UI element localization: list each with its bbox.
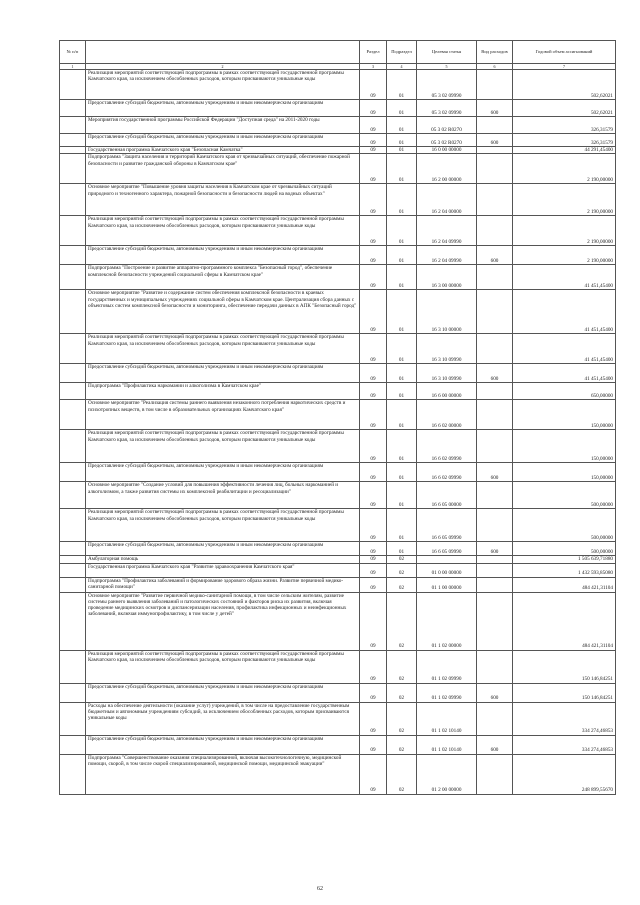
cell-razdel: 09 xyxy=(360,100,387,117)
cell-vid: 600 xyxy=(477,246,513,265)
cell-name: Предоставление субсидий бюджетным, автономным учреждениям и иным некоммерческим организациям xyxy=(86,100,360,117)
cell-vid xyxy=(477,592,513,650)
header-name xyxy=(86,41,360,64)
index-2: 2 xyxy=(86,64,360,70)
cell-name: Основное мероприятие "Реализация системы раннего выявления незаконного потребления наркотических средств и психотропных веществ, в том числе в образовательных организациях Камчатского края" xyxy=(86,400,360,430)
table-row xyxy=(60,650,616,683)
cell-razdel: 09 xyxy=(360,383,387,400)
cell-name: Мероприятия государственной программы Российской Федерации "Доступная среда" на 2011-2020 годы xyxy=(86,117,360,134)
header-num: № п/п xyxy=(60,41,86,64)
cell-podrazdel: 02 xyxy=(387,754,417,794)
cell-name: Предоставление субсидий бюджетным, автономным учреждениям и иным некоммерческим организациям xyxy=(86,463,360,482)
cell-name: Предоставление субсидий бюджетным, автономным учреждениям и иным некоммерческим организациям xyxy=(86,542,360,556)
cell-vid: 600 xyxy=(477,463,513,482)
cell-name: Подпрограмма "Защита населения и территорий Камчатского края от чрезвычайных ситуаций, обеспечение пожарной безопасности и развитие гражданской обороны в Камчатском крае" xyxy=(86,154,360,184)
cell-num xyxy=(60,100,86,117)
header-summa: Годовой объем ассигнований xyxy=(513,41,616,64)
cell-vid xyxy=(477,430,513,463)
cell-razdel: 09 xyxy=(360,265,387,290)
cell-vid xyxy=(477,290,513,334)
table-row xyxy=(60,482,616,509)
index-6: 6 xyxy=(477,64,513,70)
cell-num xyxy=(60,70,86,100)
cell-podrazdel: 02 xyxy=(387,702,417,735)
cell-podrazdel: 01 xyxy=(387,147,417,154)
cell-summa: 150,00000 xyxy=(513,463,616,482)
table-row xyxy=(60,265,616,290)
cell-summa: 650,00000 xyxy=(513,383,616,400)
cell-podrazdel: 01 xyxy=(387,216,417,246)
header-razdel: Раздел xyxy=(360,41,387,64)
table-row xyxy=(60,364,616,383)
header-podrazdel: Подраздел xyxy=(387,41,417,64)
cell-num xyxy=(60,154,86,184)
cell-celevaya: 01 0 00 00000 xyxy=(417,563,477,577)
cell-name: Подпрограмма "Профилактика наркомании и алкоголизма в Камчатском крае" xyxy=(86,383,360,400)
cell-celevaya: 16 2 04 09990 xyxy=(417,246,477,265)
cell-celevaya: 01 1 02 10140 xyxy=(417,702,477,735)
cell-razdel: 09 xyxy=(360,147,387,154)
cell-name: Предоставление субсидий бюджетным, автономным учреждениям и иным некоммерческим организациям xyxy=(86,683,360,702)
table-row xyxy=(60,117,616,134)
cell-razdel: 09 xyxy=(360,683,387,702)
table-row xyxy=(60,683,616,702)
cell-num xyxy=(60,482,86,509)
cell-celevaya: 05 3 02 09990 xyxy=(417,70,477,100)
cell-podrazdel: 01 xyxy=(387,364,417,383)
cell-summa: 502,62021 xyxy=(513,100,616,117)
cell-celevaya: 16 3 00 00000 xyxy=(417,265,477,290)
index-7: 7 xyxy=(513,64,616,70)
table-header-row xyxy=(60,41,616,64)
cell-summa: 41 451,45400 xyxy=(513,334,616,364)
cell-podrazdel: 02 xyxy=(387,563,417,577)
cell-razdel: 09 xyxy=(360,70,387,100)
cell-summa: 150 146,84251 xyxy=(513,650,616,683)
cell-celevaya: 16 2 04 00000 xyxy=(417,184,477,216)
cell-celevaya: 16 6 05 00000 xyxy=(417,482,477,509)
cell-num xyxy=(60,542,86,556)
cell-name: Государственная программа Камчатского края "Безопасная Камчатка" xyxy=(86,147,360,154)
table-row xyxy=(60,577,616,592)
cell-podrazdel: 01 xyxy=(387,383,417,400)
cell-vid xyxy=(477,482,513,509)
cell-num xyxy=(60,246,86,265)
cell-vid xyxy=(477,117,513,134)
cell-num xyxy=(60,754,86,794)
cell-vid xyxy=(477,577,513,592)
table-row xyxy=(60,147,616,154)
cell-vid: 600 xyxy=(477,683,513,702)
table-row xyxy=(60,154,616,184)
cell-name: Подпрограмма "Профилактика заболеваний и формирование здорового образа жизни. Развитие первичной медико-санитарной помощи" xyxy=(86,577,360,592)
cell-razdel: 09 xyxy=(360,577,387,592)
cell-vid xyxy=(477,265,513,290)
cell-vid xyxy=(477,184,513,216)
cell-num xyxy=(60,556,86,563)
cell-summa: 1 505 639,71880 xyxy=(513,556,616,563)
cell-podrazdel: 01 xyxy=(387,400,417,430)
cell-num xyxy=(60,134,86,147)
table-row xyxy=(60,400,616,430)
cell-podrazdel: 01 xyxy=(387,290,417,334)
cell-name: Предоставление субсидий бюджетным, автономным учреждениям и иным некоммерческим организациям xyxy=(86,134,360,147)
page-number: 62 xyxy=(317,886,323,892)
cell-razdel: 09 xyxy=(360,702,387,735)
cell-vid xyxy=(477,70,513,100)
table-row xyxy=(60,509,616,542)
cell-podrazdel: 01 xyxy=(387,430,417,463)
cell-num xyxy=(60,265,86,290)
cell-celevaya: 05 3 02 09990 xyxy=(417,100,477,117)
cell-name: Реализация мероприятий соответствующей подпрограммы в рамках соответствующей государственной программы Камчатского края, за исключением обособленных расходов, которым присваиваются уникальные коды xyxy=(86,334,360,364)
cell-vid xyxy=(477,650,513,683)
cell-razdel: 09 xyxy=(360,430,387,463)
cell-num xyxy=(60,702,86,735)
cell-celevaya: 16 6 02 09990 xyxy=(417,463,477,482)
cell-podrazdel: 01 xyxy=(387,482,417,509)
cell-num xyxy=(60,117,86,134)
table-row xyxy=(60,563,616,577)
cell-num xyxy=(60,683,86,702)
table-row xyxy=(60,542,616,556)
cell-summa: 150,00000 xyxy=(513,430,616,463)
cell-name: Государственная программа Камчатского края "Развитие здравоохранения Камчатского края" xyxy=(86,563,360,577)
cell-celevaya: 16 6 02 09990 xyxy=(417,430,477,463)
cell-podrazdel: 01 xyxy=(387,509,417,542)
index-4: 4 xyxy=(387,64,417,70)
cell-summa: 41 451,45400 xyxy=(513,364,616,383)
cell-celevaya: 05 3 02 R0270 xyxy=(417,117,477,134)
table-row xyxy=(60,463,616,482)
cell-podrazdel: 01 xyxy=(387,154,417,184)
cell-vid xyxy=(477,383,513,400)
cell-vid xyxy=(477,509,513,542)
cell-summa: 150,00000 xyxy=(513,400,616,430)
cell-vid xyxy=(477,702,513,735)
cell-summa: 500,00000 xyxy=(513,509,616,542)
cell-summa: 326,31579 xyxy=(513,134,616,147)
cell-num xyxy=(60,592,86,650)
cell-num xyxy=(60,364,86,383)
cell-name: Основное мероприятие "Создание условий для повышения эффективности лечения лиц, больных наркоманией и алкоголизмом, а также развития системы их комплексной реабилитации и ресоциализации" xyxy=(86,482,360,509)
cell-celevaya: 16 3 10 09990 xyxy=(417,334,477,364)
cell-vid xyxy=(477,216,513,246)
cell-num xyxy=(60,184,86,216)
cell-podrazdel: 02 xyxy=(387,592,417,650)
cell-razdel: 09 xyxy=(360,184,387,216)
cell-celevaya: 16 6 00 00000 xyxy=(417,383,477,400)
cell-razdel: 09 xyxy=(360,509,387,542)
cell-name: Реализация мероприятий соответствующей подпрограммы в рамках соответствующей государственной программы Камчатского края, за исключением обособленных расходов, которым присваиваются уникальные коды xyxy=(86,70,360,100)
index-5: 5 xyxy=(417,64,477,70)
table-row xyxy=(60,246,616,265)
cell-num xyxy=(60,509,86,542)
cell-name: Подпрограмма "Построение и развитие аппаратно-программного комплекса "Безопасный город", обеспечение комплексной безопасности учреждений социальной сферы в Камчатском крае" xyxy=(86,265,360,290)
cell-summa: 41 451,45400 xyxy=(513,290,616,334)
cell-celevaya: 16 6 02 00000 xyxy=(417,400,477,430)
cell-vid xyxy=(477,147,513,154)
cell-podrazdel: 01 xyxy=(387,334,417,364)
cell-podrazdel: 02 xyxy=(387,683,417,702)
cell-summa: 500,00000 xyxy=(513,482,616,509)
cell-name: Основное мероприятие "Повышение уровня защиты населения в Камчатском крае от чрезвычайных ситуаций природного и техногенного характера, пожарной безопасности и безопасности людей на водных объектах" xyxy=(86,184,360,216)
cell-num xyxy=(60,147,86,154)
cell-celevaya: 16 3 10 09990 xyxy=(417,364,477,383)
cell-celevaya: 01 1 02 09990 xyxy=(417,683,477,702)
cell-celevaya: 05 3 02 R0270 xyxy=(417,134,477,147)
cell-name: Предоставление субсидий бюджетным, автономным учреждениям и иным некоммерческим организациям xyxy=(86,735,360,754)
header-vid: Вид расходов xyxy=(477,41,513,64)
cell-razdel: 09 xyxy=(360,216,387,246)
cell-vid xyxy=(477,556,513,563)
cell-podrazdel: 01 xyxy=(387,265,417,290)
cell-vid xyxy=(477,334,513,364)
cell-summa: 248 899,55670 xyxy=(513,754,616,794)
cell-celevaya: 16 0 00 00000 xyxy=(417,147,477,154)
cell-num xyxy=(60,290,86,334)
cell-razdel: 09 xyxy=(360,290,387,334)
cell-name: Предоставление субсидий бюджетным, автономным учреждениям и иным некоммерческим организациям xyxy=(86,364,360,383)
cell-vid xyxy=(477,754,513,794)
table-row xyxy=(60,216,616,246)
cell-podrazdel: 01 xyxy=(387,70,417,100)
cell-podrazdel: 01 xyxy=(387,100,417,117)
budget-table-sheet xyxy=(59,40,615,795)
cell-podrazdel: 01 xyxy=(387,463,417,482)
cell-num xyxy=(60,463,86,482)
table-row xyxy=(60,556,616,563)
cell-name: Амбулаторная помощь xyxy=(86,556,360,563)
cell-celevaya: 16 6 05 09990 xyxy=(417,542,477,556)
cell-summa: 150 146,84251 xyxy=(513,683,616,702)
cell-podrazdel: 02 xyxy=(387,650,417,683)
cell-razdel: 09 xyxy=(360,134,387,147)
cell-name: Основное мероприятие "Развитие первичной медико-санитарной помощи, в том числе сельским жителям, развитие системы раннего выявления заболеваний и патологических состояний и факторов риска их развития, включая проведение медицинских осмотров и диспансеризации населения, профилактика инфекционных и неинфекционных заболеваний, включая иммунопрофилактику, в том числе у детей" xyxy=(86,592,360,650)
cell-podrazdel: 01 xyxy=(387,246,417,265)
cell-razdel: 09 xyxy=(360,334,387,364)
table-row xyxy=(60,735,616,754)
index-1: 1 xyxy=(60,64,86,70)
cell-celevaya: 01 1 00 00000 xyxy=(417,577,477,592)
cell-podrazdel: 02 xyxy=(387,556,417,563)
table-row xyxy=(60,100,616,117)
table-row xyxy=(60,334,616,364)
cell-celevaya: 16 2 00 00000 xyxy=(417,154,477,184)
cell-name: Подпрограмма "Совершенствование оказания специализированной, включая высокотехнологичную, медицинской помощи, скорой, в том числе скорой специализированной, медицинской помощи, медицинской эвакуации" xyxy=(86,754,360,794)
cell-summa: 2 190,00000 xyxy=(513,246,616,265)
cell-razdel: 09 xyxy=(360,400,387,430)
cell-razdel: 09 xyxy=(360,117,387,134)
cell-summa: 2 190,00000 xyxy=(513,184,616,216)
table-body xyxy=(60,70,616,795)
cell-vid: 600 xyxy=(477,134,513,147)
cell-razdel: 09 xyxy=(360,563,387,577)
cell-summa: 44 291,45400 xyxy=(513,147,616,154)
cell-name: Расходы на обеспечение деятельности (оказание услуг) учреждений, в том числе на предоставление государственным бюджетным и автономным учреждениям субсидий, за исключением обособленных расходов, которым присваиваются уникальные коды xyxy=(86,702,360,735)
table-row xyxy=(60,70,616,100)
cell-summa: 502,62021 xyxy=(513,70,616,100)
cell-summa: 41 451,45400 xyxy=(513,265,616,290)
cell-vid: 600 xyxy=(477,100,513,117)
cell-razdel: 09 xyxy=(360,592,387,650)
cell-podrazdel: 01 xyxy=(387,542,417,556)
cell-podrazdel: 01 xyxy=(387,184,417,216)
cell-razdel: 09 xyxy=(360,463,387,482)
cell-num xyxy=(60,650,86,683)
cell-name: Предоставление субсидий бюджетным, автономным учреждениям и иным некоммерческим организациям xyxy=(86,246,360,265)
cell-celevaya: 01 1 02 10140 xyxy=(417,735,477,754)
table-row xyxy=(60,754,616,794)
cell-vid: 600 xyxy=(477,735,513,754)
cell-name: Реализация мероприятий соответствующей подпрограммы в рамках соответствующей государственной программы Камчатского края, за исключением обособленных расходов, которым присваиваются уникальные коды xyxy=(86,216,360,246)
cell-celevaya: 01 1 02 00000 xyxy=(417,592,477,650)
cell-razdel: 09 xyxy=(360,542,387,556)
cell-podrazdel: 02 xyxy=(387,577,417,592)
table-row xyxy=(60,290,616,334)
cell-summa: 484 421,31104 xyxy=(513,592,616,650)
cell-razdel: 09 xyxy=(360,754,387,794)
cell-razdel: 09 xyxy=(360,482,387,509)
table-row xyxy=(60,184,616,216)
cell-vid xyxy=(477,563,513,577)
cell-razdel: 09 xyxy=(360,735,387,754)
cell-summa: 334 274,46853 xyxy=(513,735,616,754)
cell-summa: 484 421,31104 xyxy=(513,577,616,592)
cell-celevaya: 16 3 10 00000 xyxy=(417,290,477,334)
cell-celevaya: 01 2 00 00000 xyxy=(417,754,477,794)
cell-celevaya: 16 6 05 09990 xyxy=(417,509,477,542)
cell-razdel: 09 xyxy=(360,650,387,683)
cell-celevaya: 16 2 04 09990 xyxy=(417,216,477,246)
budget-table xyxy=(59,40,616,795)
cell-summa: 334 274,46853 xyxy=(513,702,616,735)
cell-summa: 2 190,00000 xyxy=(513,154,616,184)
cell-num xyxy=(60,430,86,463)
cell-razdel: 09 xyxy=(360,364,387,383)
cell-celevaya xyxy=(417,556,477,563)
cell-num xyxy=(60,563,86,577)
cell-summa: 1 432 593,85080 xyxy=(513,563,616,577)
cell-name: Реализация мероприятий соответствующей подпрограммы в рамках соответствующей государственной программы Камчатского края, за исключением обособленных расходов, которым присваиваются уникальные коды xyxy=(86,430,360,463)
cell-summa: 2 190,00000 xyxy=(513,216,616,246)
cell-podrazdel: 01 xyxy=(387,117,417,134)
cell-name: Основное мероприятие "Развитие и содержание систем обеспечения комплексной безопасности в краевых государственных и муниципальных учреждениях социальной сферы в Камчатском крае. Централизация сбора данных с объектовых систем комплексной безопасности и мониторинга, обеспечение передачи данных в АПК "Безопасный город" xyxy=(86,290,360,334)
table-row xyxy=(60,702,616,735)
cell-vid xyxy=(477,400,513,430)
cell-name: Реализация мероприятий соответствующей подпрограммы в рамках соответствующей государственной программы Камчатского края, за исключением обособленных расходов, которым присваиваются уникальные коды xyxy=(86,509,360,542)
cell-name: Реализация мероприятий соответствующей подпрограммы в рамках соответствующей государственной программы Камчатского края, за исключением обособленных расходов, которым присваиваются уникальные коды xyxy=(86,650,360,683)
cell-celevaya: 01 1 02 09990 xyxy=(417,650,477,683)
table-row xyxy=(60,383,616,400)
cell-razdel: 09 xyxy=(360,556,387,563)
cell-vid: 600 xyxy=(477,364,513,383)
cell-summa: 500,00000 xyxy=(513,542,616,556)
cell-num xyxy=(60,735,86,754)
cell-podrazdel: 02 xyxy=(387,735,417,754)
cell-num xyxy=(60,383,86,400)
cell-num xyxy=(60,216,86,246)
cell-num xyxy=(60,334,86,364)
cell-summa: 326,31579 xyxy=(513,117,616,134)
cell-razdel: 09 xyxy=(360,154,387,184)
index-3: 3 xyxy=(360,64,387,70)
header-celevaya: Целевая статья xyxy=(417,41,477,64)
cell-num xyxy=(60,400,86,430)
cell-vid xyxy=(477,154,513,184)
table-row xyxy=(60,592,616,650)
cell-num xyxy=(60,577,86,592)
cell-podrazdel: 01 xyxy=(387,134,417,147)
table-row xyxy=(60,134,616,147)
cell-vid: 600 xyxy=(477,542,513,556)
cell-razdel: 09 xyxy=(360,246,387,265)
table-row xyxy=(60,430,616,463)
